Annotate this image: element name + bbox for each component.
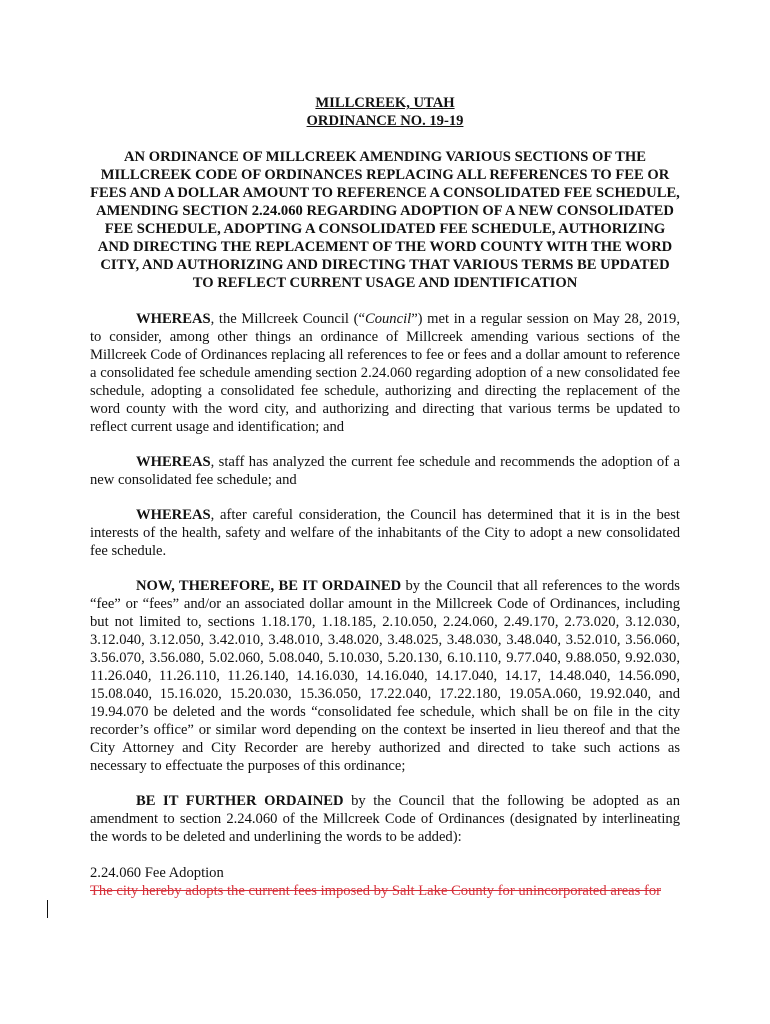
whereas-lead: WHEREAS [136,507,211,523]
ordinance-number: ORDINANCE NO. 19-19 [306,113,464,129]
further-text: by the Council that the following be adopted as an amendment to section 2.24.060 of the Millcreek Code of Ordinances (designated by interlineating the words to be deleted and underlining the words to be added): [90,793,680,845]
whereas-paragraph-1 [90,310,680,436]
council-term: Council [364,311,412,327]
whereas-lead: WHEREAS [136,454,211,470]
whereas-lead: WHEREAS [136,311,211,327]
section-heading: 2.24.060 Fee Adoption [90,865,224,881]
whereas-text-a: , the Millcreek Council (“ [210,311,365,327]
ordinance-title: AN ORDINANCE OF MILLCREEK AMENDING VARIOUS SECTIONS OF THE MILLCREEK CODE OF ORDINANCES REPLACING ALL REFERENCES TO FEE OR FEES AND A DOLLAR AMOUNT TO REFERENCE A CONSOLIDATED FEE SCHEDULE, AMENDING SECTION 2.24.060 REGARDING ADOPTION OF A NEW CONSOLIDATED FEE SCHEDULE, ADOPTING A CONSOLIDATED FEE SCHEDULE, AUTHORIZING AND DIRECTING THE REPLACEMENT OF THE WORD COUNTY WITH THE WORD CITY, AND AUTHORIZING AND DIRECTING THAT VARIOUS TERMS BE UPDATED TO REFLECT CURRENT USAGE AND IDENTIFICATION [90,149,680,291]
ordained-paragraph [90,577,680,775]
whereas-paragraph-3 [90,506,680,560]
struck-deleted-text: The city hereby adopts the current fees imposed by Salt Lake County for unincorporated areas for [90,883,661,899]
ordained-lead: NOW, THEREFORE, BE IT ORDAINED [136,578,402,594]
city-heading: MILLCREEK, UTAH [315,95,455,111]
further-ordained-paragraph [90,792,680,846]
whereas-text: , staff has analyzed the current fee schedule and recommends the adoption of a new consolidated fee schedule; and [90,454,680,488]
revision-change-bar [47,900,48,918]
document-page [90,94,680,900]
ordained-text: by the Council that all references to the words “fee” or “fees” and/or an associated dollar amount in the Millcreek Code of Ordinances, including but not limited to, sections 1.18.170, 1.18.185, 2.10.050, 2.24.060, 2.49.170, 2.73.020, 3.12.030, 3.12.040, 3.12.050, 3.42.010, 3.48.010, 3.48.020, 3.48.025, 3.48.030, 3.48.040, 3.52.010, 3.56.060, 3.56.070, 3.56.080, 5.02.060, 5.08.040, 5.10.030, 5.20.130, 6.10.110, 9.77.040, 9.88.050, 9.92.030, 11.26.040, 11.26.110, 11.26.140, 14.16.030, 14.16.040, 14.17.040, 14.17, 14.48.040, 14.56.090, 15.08.040, 15.16.020, 15.20.030, 15.36.050, 17.22.040, 17.22.180, 19.05A.060, 19.92.040, and 19.94.070 be deleted and the words “consolidated fee schedule, which shall be on file in the city recorder’s office” or similar word depending on the context be inserted in lieu thereof and that the City Attorney and City Recorder are hereby authorized and directed to take such actions as necessary to effectuate the purposes of this ordinance; [90,578,680,774]
further-lead: BE IT FURTHER ORDAINED [136,793,344,809]
whereas-text: , after careful consideration, the Council has determined that it is in the best interests of the health, safety and welfare of the inhabitants of the City to adopt a new consolidated fee schedule. [90,507,680,559]
whereas-paragraph-2 [90,453,680,489]
whereas-text-b: ”) met in a regular session on May 28, 2019, to consider, among other things an ordinance of Millcreek amending various sections of the Millcreek Code of Ordinances replacing all references to fee or fees and a dollar amount to reference a consolidated fee schedule amending section 2.24.060 regarding adoption of a new consolidated fee schedule, adopting a consolidated fee schedule, authorizing and directing the replacement of the word county with the word city, and authorizing and directing that various terms be updated to reflect current usage and identification; and [90,311,680,435]
